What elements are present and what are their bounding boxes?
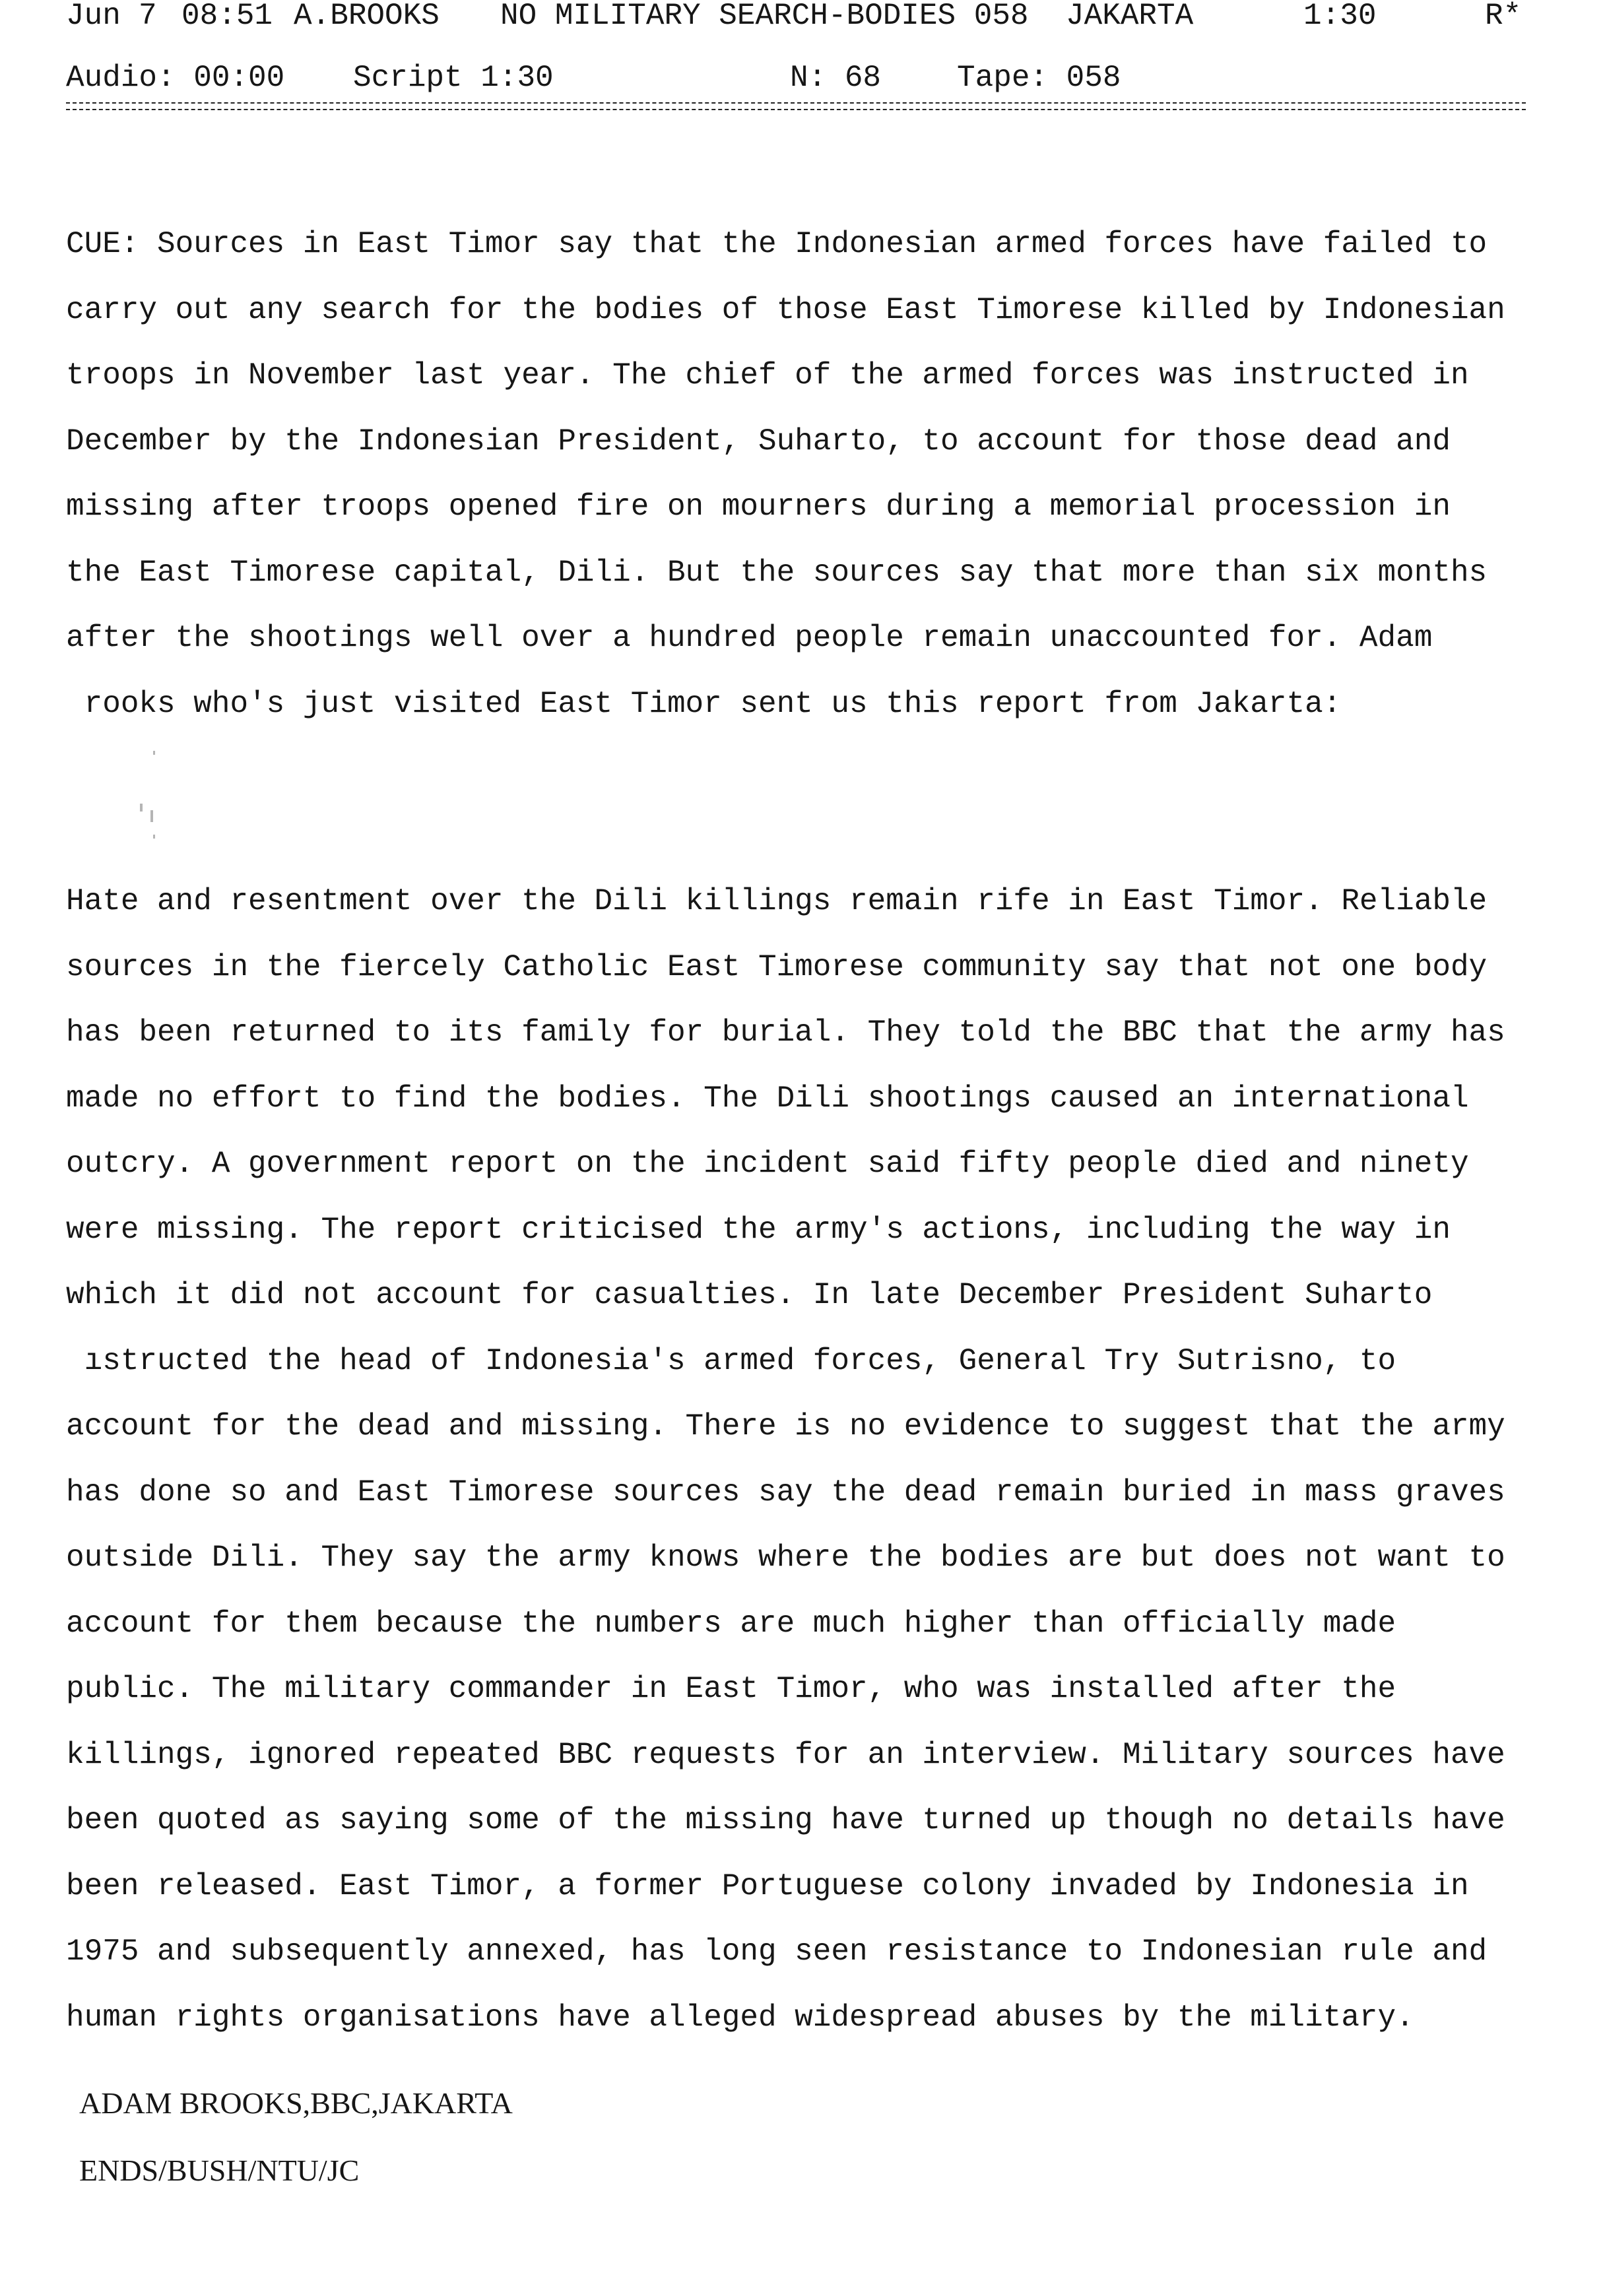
- body-line: ıstructed the head of Indonesia's armed forces, General Try Sutrisno, to: [66, 1343, 1396, 1378]
- slug-location: JAKARTA: [1066, 0, 1194, 33]
- body-line: 1975 and subsequently annexed, has long seen resistance to Indonesian rule and: [66, 1934, 1488, 1969]
- slug-time: 08:51: [181, 0, 273, 33]
- body-line: which it did not account for casualties. In late December President Suharto: [66, 1278, 1433, 1312]
- tape-number: Tape: 058: [957, 61, 1121, 95]
- body-line: has been returned to its family for burial. They told the BBC that the army has: [66, 1015, 1505, 1050]
- body-line: has done so and East Timorese sources say the dead remain buried in mass graves: [66, 1475, 1505, 1510]
- scan-speck: [153, 835, 155, 839]
- body-line: made no effort to find the bodies. The Dili shootings caused an international: [66, 1081, 1469, 1116]
- body-line: been quoted as saying some of the missing have turned up though no details have: [66, 1803, 1505, 1837]
- body-line: account for the dead and missing. There is no evidence to suggest that the army: [66, 1409, 1505, 1444]
- body-line: account for them because the numbers are much higher than officially made: [66, 1606, 1396, 1641]
- scan-speck: [153, 751, 155, 755]
- cue-line: troops in November last year. The chief of the armed forces was instructed in: [66, 358, 1469, 393]
- cue-paragraph: [66, 226, 1544, 751]
- slug-title: NO MILITARY SEARCH-BODIES 058: [500, 0, 1029, 33]
- cue-line: December by the Indonesian President, Suharto, to account for those dead and: [66, 424, 1451, 459]
- slug-day: 7: [139, 0, 157, 33]
- cue-line: after the shootings well over a hundred people remain unaccounted for. Adam: [66, 621, 1433, 655]
- byline: ADAM BROOKS,BBC,JAKARTA: [79, 2086, 513, 2120]
- report-body: [66, 883, 1544, 2064]
- body-line: sources in the fiercely Catholic East Timorese community say that not one body: [66, 949, 1488, 984]
- header-rule: [66, 102, 1526, 110]
- script-time: Script 1:30: [353, 61, 554, 95]
- scan-speck: [150, 810, 153, 822]
- body-line: killings, ignored repeated BBC requests for an interview. Military sources have: [66, 1737, 1505, 1772]
- slug-author: A.BROOKS: [294, 0, 440, 33]
- body-line: outcry. A government report on the incident said fifty people died and ninety: [66, 1147, 1469, 1181]
- body-line: Hate and resentment over the Dili killings remain rife in East Timor. Reliable: [66, 884, 1488, 918]
- cue-line: the East Timorese capital, Dili. But the sources say that more than six months: [66, 555, 1488, 590]
- ends-line: ENDS/BUSH/NTU/JC: [79, 2153, 360, 2187]
- item-number: N: 68: [790, 61, 882, 95]
- cue-line: carry out any search for the bodies of those East Timorese killed by Indonesian: [66, 292, 1505, 327]
- slug-flag: R*: [1485, 0, 1522, 33]
- slug-month: Jun: [66, 0, 121, 33]
- body-line: were missing. The report criticised the army's actions, including the way in: [66, 1212, 1451, 1247]
- body-line: been released. East Timor, a former Portuguese colony invaded by Indonesia in: [66, 1868, 1469, 1903]
- body-line: human rights organisations have alleged widespread abuses by the military.: [66, 2000, 1414, 2035]
- slug-duration: 1:30: [1303, 0, 1377, 33]
- cue-line: missing after troops opened fire on mourners during a memorial procession in: [66, 490, 1451, 524]
- body-line: public. The military commander in East Timor, who was installed after the: [66, 1672, 1396, 1706]
- cue-line: CUE: Sources in East Timor say that the Indonesian armed forces have failed to: [66, 227, 1488, 261]
- cue-line: rooks who's just visited East Timor sent us this report from Jakarta:: [66, 686, 1342, 721]
- body-line: outside Dili. They say the army knows where the bodies are but does not want to: [66, 1541, 1505, 1575]
- audio-time: Audio: 00:00: [66, 61, 285, 95]
- scan-speck: [140, 804, 143, 812]
